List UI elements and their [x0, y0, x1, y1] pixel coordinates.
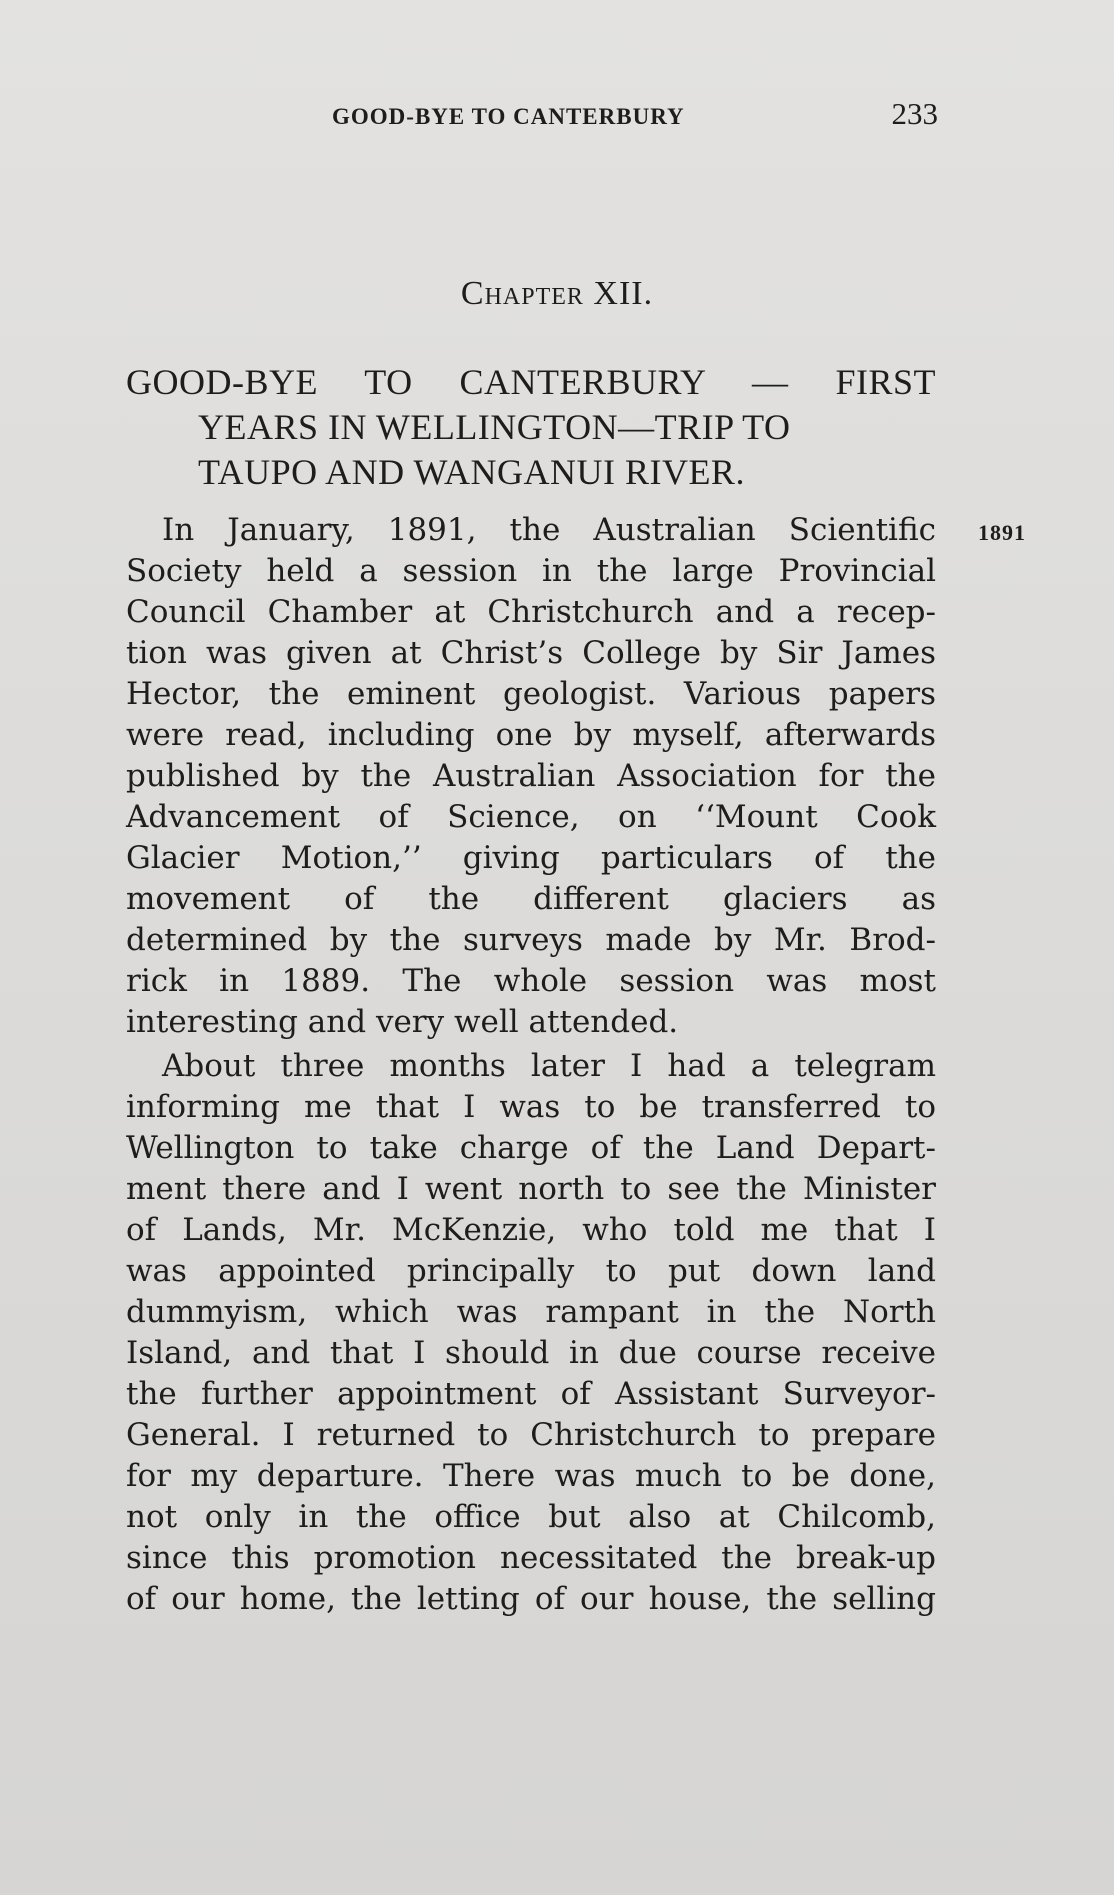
- text-line: About three months later I had a telegram: [162, 1048, 936, 1084]
- text-line: Advancement of Science, on ‘‘Mount Cook: [126, 799, 936, 835]
- text-line: of our home, the letting of our house, the selling: [126, 1581, 936, 1617]
- paragraph-1: [126, 510, 936, 1043]
- text-line: Island, and that I should in due course receive: [126, 1335, 936, 1371]
- chapter-label-text: Chapter XII.: [460, 275, 654, 312]
- text-line: determined by the surveys made by Mr. Brod-: [126, 922, 936, 958]
- chapter-label: [0, 275, 1114, 313]
- chapter-heading-line: TAUPO AND WANGANUI RIVER.: [198, 452, 745, 492]
- text-line: tion was given at Christ’s College by Sir James: [126, 635, 936, 671]
- body-text: [126, 510, 936, 1620]
- chapter-heading-line: GOOD-BYE TO CANTERBURY — FIRST: [126, 362, 936, 402]
- text-line: were read, including one by myself, afterwards: [126, 717, 936, 753]
- text-line: General. I returned to Christchurch to prepare: [126, 1417, 936, 1453]
- text-line: In January, 1891, the Australian Scientific: [162, 512, 936, 548]
- text-line: was appointed principally to put down land: [126, 1253, 936, 1289]
- running-title: GOOD-BYE TO CANTERBURY: [332, 104, 685, 129]
- text-line: since this promotion necessitated the break-up: [126, 1540, 936, 1576]
- text-line: interesting and very well attended.: [126, 1004, 679, 1040]
- text-line: Glacier Motion,’’ giving particulars of the: [126, 840, 936, 876]
- text-line: rick in 1889. The whole session was most: [126, 963, 936, 999]
- running-head: [128, 96, 938, 136]
- paragraph-2: [126, 1046, 936, 1620]
- margin-year-note: 1891: [978, 520, 1026, 545]
- text-line: informing me that I was to be transferred to: [126, 1089, 936, 1125]
- chapter-heading-line: YEARS IN WELLINGTON—TRIP TO: [198, 407, 791, 447]
- text-line: Hector, the eminent geologist. Various papers: [126, 676, 936, 712]
- page-number: 233: [891, 96, 938, 131]
- text-line: dummyism, which was rampant in the North: [126, 1294, 936, 1330]
- text-line: Society held a session in the large Provincial: [126, 553, 936, 589]
- text-line: for my departure. There was much to be done,: [126, 1458, 936, 1494]
- text-line: not only in the office but also at Chilcomb,: [126, 1499, 936, 1535]
- text-line: published by the Australian Association for the: [126, 758, 936, 794]
- text-line: Wellington to take charge of the Land Depart-: [126, 1130, 936, 1166]
- text-line: of Lands, Mr. McKenzie, who told me that I: [126, 1212, 936, 1248]
- chapter-heading: [126, 360, 936, 495]
- text-line: the further appointment of Assistant Surveyor-: [126, 1376, 936, 1412]
- text-line: Council Chamber at Christchurch and a recep-: [126, 594, 936, 630]
- text-line: ment there and I went north to see the Minister: [126, 1171, 936, 1207]
- text-line: movement of the different glaciers as: [126, 881, 936, 917]
